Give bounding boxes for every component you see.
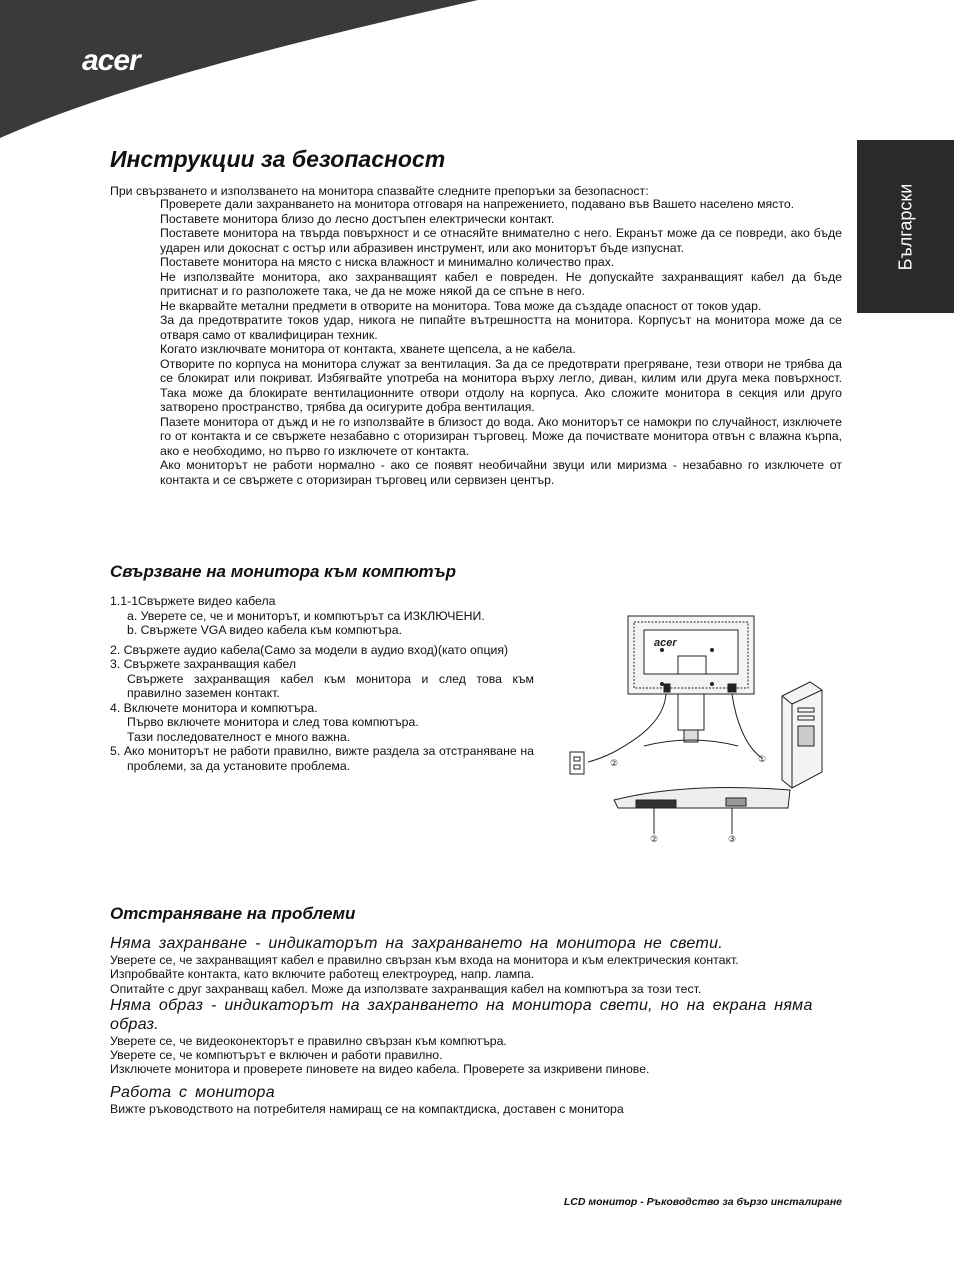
step-3: 3. Свържете захранващия кабел [110, 657, 296, 671]
language-tab-label: Български [895, 183, 915, 270]
safety-item: Не вкарвайте метални предмети в отворите на монитора. Това може да създаде опасност от токов удар. [160, 298, 762, 313]
header-banner [0, 0, 954, 140]
marker-1: ① [758, 755, 767, 765]
step-1b: b. Свържете VGA видео кабела към компютъра. [127, 623, 403, 637]
safety-item: Отворите по корпуса на монитора служат за вентилация. За да се предотврати прегряване, тези отвори не трябва да се блокират или покриват. Избягвайте употреба на монитора върху легло, диван, килим или друга мека повърхност. Така може да блокирате вентилационните отвори отдолу на корпуса. Ако сложите монитора в секция или друго затворено пространство, трябва да осигурите добра вентилация. [160, 356, 842, 414]
connect-steps [110, 594, 534, 773]
acer-logo: acer [82, 44, 140, 77]
safety-item: Не използвайте монитора, ако захранващият кабел е повреден. Не допускайте захранващият кабел да бъде притиснат и го разположете така, че да не може някой да се спъне в него. [160, 269, 842, 298]
trouble-a3-1: Вижте ръководството на потребителя намиращ се на компактдиска, доставен с монитора [110, 1101, 624, 1116]
page-footer: LCD монитор - Ръководство за бързо инсталиране [563, 1196, 842, 1208]
step-3-detail: Свържете захранващия кабел към монитора и след това към правилно заземен контакт. [127, 671, 534, 700]
safety-intro: При свързването и използването на монитора спазвайте следните препоръки за безопасност: [110, 184, 649, 198]
diagram-logo: acer [654, 637, 677, 649]
marker-2: ② [610, 759, 619, 769]
marker-3: ② [650, 835, 659, 844]
marker-4: ③ [728, 835, 737, 844]
safety-item: Поставете монитора близо до лесно достъпен електрически контакт. [160, 211, 555, 226]
connect-title: Свързване на монитора към компютър [110, 562, 457, 581]
trouble-q1: Няма захранване - индикаторът на захранването на монитора не свети. [110, 935, 724, 952]
safety-item: Проверете дали захранването на монитора отговаря на напрежението, подавано във Вашето населено място. [160, 197, 795, 211]
trouble-a1-1: Уверете се, че захранващият кабел е правилно свързан към входа на монитора и към електрическия контакт. [110, 953, 739, 967]
step-1: 1.1-1Свържете видео кабела [110, 594, 276, 608]
safety-list [160, 197, 842, 487]
trouble-a1-2: Изпробвайте контакта, като включите работещ електроуред, напр. лампа. [110, 967, 535, 982]
trouble-q3: Работа с монитора [110, 1083, 275, 1101]
language-tab [857, 140, 954, 313]
safety-item: Поставете монитора на твърда повърхност и се отнасяйте внимателно с него. Екранът може да се повреди, ако бъде ударен или докоснат с остър или абразивен инструмент, или ако мониторът бъде изпуснат. [160, 226, 842, 255]
trouble-a2-3: Изключете монитора и проверете пиновете на видео кабела. Проверете за изкривени пинове. [110, 1062, 650, 1077]
step-4: 4. Включете монитора и компютъра. [110, 700, 318, 715]
safety-item: Ако мониторът не работи нормално - ако се появят необичайни звуци или миризма - незабавно го изключете от контакта и се свържете с оторизиран търговец или сервизен център. [160, 458, 842, 487]
trouble-q2: Няма образ - индикаторът на захранването на монитора свети, но на екрана няма образ. [110, 996, 813, 1033]
safety-item: Пазете монитора от дъжд и не го използвайте в близост до вода. Ако мониторът се намокри по случайност, изключете го от контакта и се свържете незабавно с оторизиран търговец. Може да почиствате монитора отвън с влажна кърпа, ако е необходимо, но първо го изключете от контакта. [160, 414, 842, 458]
trouble-a2-2: Уверете се, че компютърът е включен и работи правилно. [110, 1048, 443, 1063]
step-2: 2. Свържете аудио кабела(Само за модели в аудио вход)(като опция) [110, 642, 509, 657]
trouble-a2-1: Уверете се, че видеоконекторът е правилно свързан към компютъра. [110, 1033, 507, 1048]
safety-item: Поставете монитора на място с ниска влажност и минимално количество прах. [160, 255, 615, 269]
step-4-note: Тази последователност е много важна. [127, 729, 351, 744]
step-5: 5. Ако мониторът не работи правилно, вижте раздела за отстраняване на проблеми, за да установите проблема. [110, 744, 534, 773]
step-4-detail: Първо включете монитора и след това компютъра. [127, 715, 419, 729]
step-1a: a. Уверете се, че и мониторът, и компютърът са ИЗКЛЮЧЕНИ. [127, 608, 485, 623]
safety-item: Когато изключвате монитора от контакта, хванете щепсела, а не кабела. [160, 342, 576, 356]
safety-title: Инструкции за безопасност [110, 146, 446, 172]
safety-item: За да предотвратите токов удар, никога не пипайте вътрешността на монитора. Корпусът на монитора може да се отваря само от квалифициран техник. [160, 313, 842, 342]
troubleshooting [110, 934, 844, 1116]
trouble-title: Отстраняване на проблеми [110, 904, 356, 923]
trouble-a1-3: Опитайте с друг захранващ кабел. Може да използвате захранващия кабел на компютъра за този тест. [110, 981, 702, 996]
connection-diagram [566, 612, 840, 844]
